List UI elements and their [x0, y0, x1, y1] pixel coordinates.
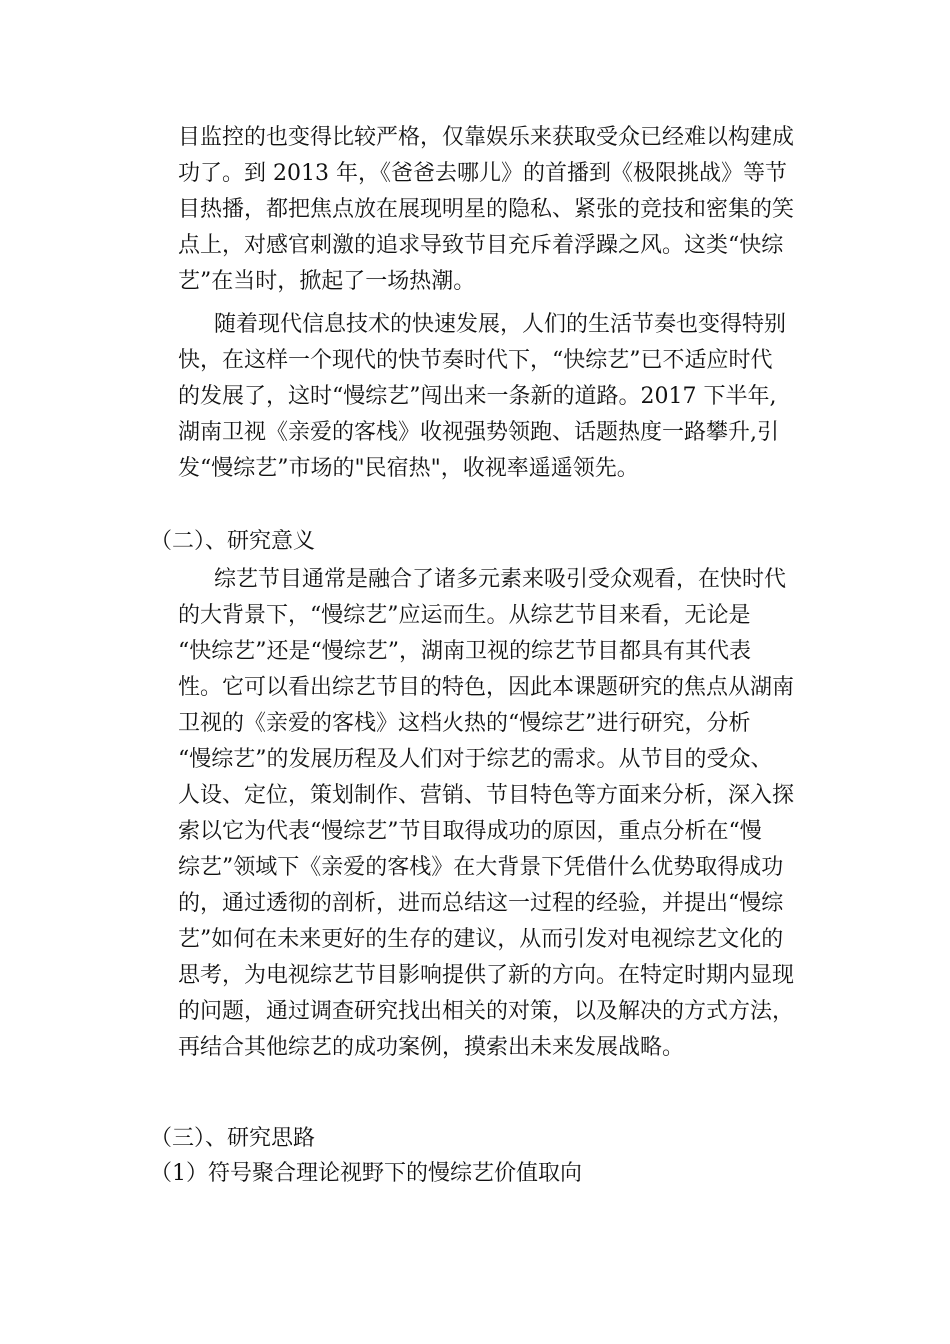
text-line: 索以它为代表“慢综艺”节目取得成功的原因，重点分析在“慢	[178, 819, 762, 844]
text-line: 艺”在当时，掀起了一场热潮。	[178, 269, 476, 294]
paragraph-background-continued	[178, 120, 802, 300]
text-line: 随着现代信息技术的快速发展，人们的生活节奏也变得特别	[214, 312, 787, 337]
text-line: 人设、定位，策划制作、营销、节目特色等方面来分析，深入探	[178, 783, 795, 808]
section-heading-significance: （二）、研究意义	[150, 529, 316, 554]
list-item-heading: （1）符号聚合理论视野下的慢综艺价值取向	[150, 1161, 582, 1186]
text-line: 的发展了，这时“慢综艺”闯出来一条新的道路。2017 下半年,	[178, 384, 777, 409]
text-line: 综艺”领域下《亲爱的客栈》在大背景下凭借什么优势取得成功	[178, 855, 784, 880]
text-line: 的，通过透彻的剖析，进而总结这一过程的经验，并提出“慢综	[178, 891, 784, 916]
text-line: 综艺节目通常是融合了诸多元素来吸引受众观看，在快时代	[214, 567, 787, 592]
text-line: 性。它可以看出综艺节目的特色，因此本课题研究的焦点从湖南	[178, 675, 795, 700]
text-line: 功了。到 2013 年，《爸爸去哪儿》的首播到《极限挑战》等节	[178, 161, 787, 186]
paragraph-slow-variety-rise	[178, 307, 802, 487]
section-heading-approach: （三）、研究思路	[150, 1126, 316, 1151]
text-line: 思考，为电视综艺节目影响提供了新的方向。在特定时期内显现	[178, 963, 795, 988]
text-line: 的问题，通过调查研究找出相关的对策，以及解决的方式方法，	[178, 999, 795, 1024]
text-line: 卫视的《亲爱的客栈》这档火热的“慢综艺”进行研究，分析	[178, 711, 751, 736]
text-line: 发“慢综艺”市场的"民宿热"，收视率遥遥领先。	[178, 456, 639, 481]
text-line: 目热播，都把焦点放在展现明星的隐私、紧张的竞技和密集的笑	[178, 197, 795, 222]
text-line: 湖南卫视《亲爱的客栈》收视强势领跑、话题热度一路攀升,引	[178, 420, 779, 445]
text-line: 再结合其他综艺的成功案例，摸索出未来发展战略。	[178, 1035, 685, 1060]
text-line: 的大背景下，“慢综艺”应运而生。从综艺节目来看，无论是	[178, 603, 751, 628]
text-line: “慢综艺”的发展历程及人们对于综艺的需求。从节目的受众、	[178, 747, 773, 772]
text-line: 快，在这样一个现代的快节奏时代下，“快综艺”已不适应时代	[178, 348, 773, 373]
text-line: 点上，对感官刺激的追求导致节目充斥着浮躁之风。这类“快综	[178, 233, 784, 258]
text-line: “快综艺”还是“慢综艺”，湖南卫视的综艺节目都具有其代表	[178, 639, 751, 664]
text-line: 目监控的也变得比较严格，仅靠娱乐来获取受众已经难以构建成	[178, 125, 795, 150]
text-line: 艺”如何在未来更好的生存的建议，从而引发对电视综艺文化的	[178, 927, 784, 952]
paragraph-significance	[178, 562, 802, 1066]
